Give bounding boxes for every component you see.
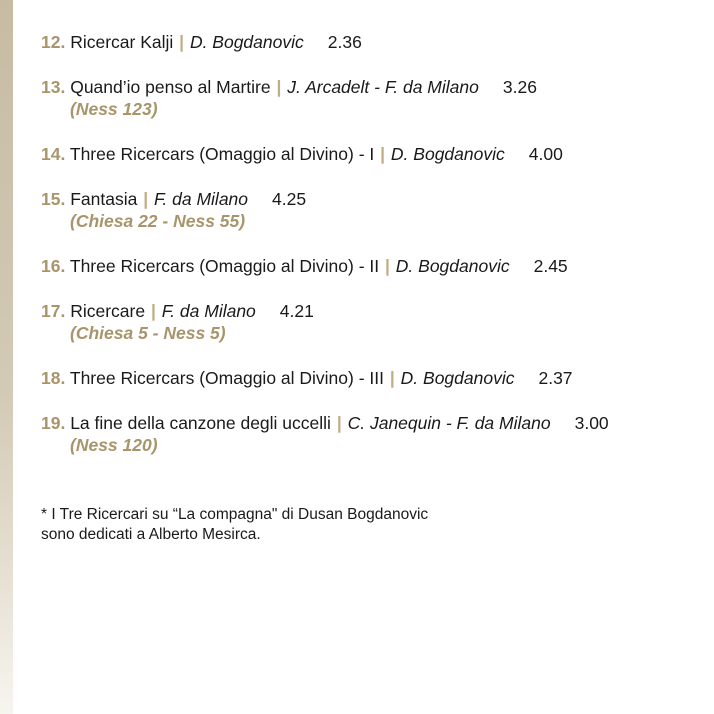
track-duration: 4.00 bbox=[528, 144, 563, 164]
track-composer: D. Bogdanovic bbox=[390, 144, 505, 164]
track-duration: 4.25 bbox=[272, 189, 307, 209]
footnote bbox=[41, 505, 701, 545]
track-duration: 3.00 bbox=[574, 413, 609, 433]
track-duration: 4.21 bbox=[279, 301, 314, 321]
track-number: 14. bbox=[41, 144, 66, 164]
track-separator: | bbox=[150, 301, 156, 321]
track-entry bbox=[41, 76, 701, 120]
track-composer: F. da Milano bbox=[153, 189, 249, 209]
track-source: (Chiesa 22 - Ness 55) bbox=[70, 211, 246, 231]
footnote-line-2: sono dedicati a Alberto Mesirca. bbox=[41, 526, 261, 543]
track-composer: D. Bogdanovic bbox=[395, 256, 510, 276]
track-entry bbox=[41, 412, 701, 456]
track-number: 15. bbox=[41, 189, 66, 209]
track-title: Fantasia bbox=[70, 189, 138, 209]
track-entry bbox=[41, 255, 701, 277]
track-composer: C. Janequin - F. da Milano bbox=[347, 413, 551, 433]
track-title: Three Ricercars (Omaggio al Divino) - II bbox=[69, 256, 380, 276]
track-title: Quand’io penso al Martire bbox=[70, 77, 271, 97]
track-number: 19. bbox=[41, 413, 66, 433]
track-source: (Ness 123) bbox=[70, 99, 158, 119]
track-number: 13. bbox=[41, 77, 66, 97]
track-separator: | bbox=[389, 368, 395, 388]
decorative-left-bar bbox=[0, 0, 13, 714]
tracklist bbox=[41, 31, 701, 456]
track-title: Ricercare bbox=[70, 301, 146, 321]
track-number: 12. bbox=[41, 32, 66, 52]
track-number: 17. bbox=[41, 301, 66, 321]
track-duration: 2.37 bbox=[538, 368, 573, 388]
track-duration: 2.45 bbox=[533, 256, 568, 276]
track-title: La fine della canzone degli uccelli bbox=[70, 413, 331, 433]
track-title: Three Ricercars (Omaggio al Divino) - III bbox=[69, 368, 384, 388]
track-duration: 3.26 bbox=[502, 77, 537, 97]
track-separator: | bbox=[336, 413, 342, 433]
track-number: 18. bbox=[41, 368, 66, 388]
track-separator: | bbox=[380, 144, 386, 164]
track-separator: | bbox=[276, 77, 282, 97]
track-separator: | bbox=[179, 32, 185, 52]
track-source: (Chiesa 5 - Ness 5) bbox=[70, 323, 226, 343]
track-title: Three Ricercars (Omaggio al Divino) - I bbox=[69, 144, 375, 164]
track-composer: J. Arcadelt - F. da Milano bbox=[287, 77, 479, 97]
track-separator: | bbox=[385, 256, 390, 276]
track-source: (Ness 120) bbox=[70, 435, 158, 455]
footnote-line-1: * I Tre Ricercari su “La compagna" di Dusan Bogdanovic bbox=[41, 506, 429, 523]
track-entry bbox=[41, 300, 701, 344]
track-separator: | bbox=[143, 189, 149, 209]
track-number: 16. bbox=[41, 256, 66, 276]
track-title: Ricercar Kalji bbox=[70, 32, 174, 52]
track-composer: F. da Milano bbox=[161, 301, 256, 321]
track-entry bbox=[41, 143, 701, 165]
track-entry bbox=[41, 367, 701, 389]
track-entry bbox=[41, 31, 701, 53]
track-composer: D. Bogdanovic bbox=[400, 368, 515, 388]
track-composer: D. Bogdanovic bbox=[189, 32, 304, 52]
tracklist-page bbox=[41, 31, 701, 545]
track-entry bbox=[41, 188, 701, 232]
track-duration: 2.36 bbox=[327, 32, 362, 52]
